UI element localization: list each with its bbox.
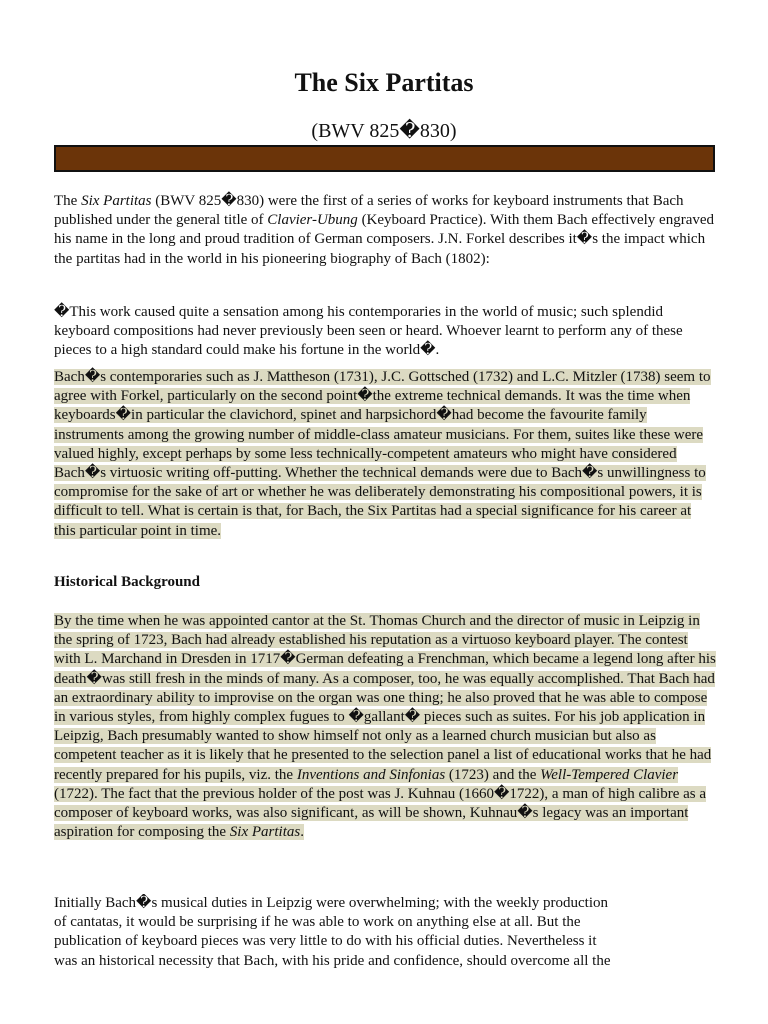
- intro-title-clavier-ubung: Clavier-Ubung: [267, 212, 358, 229]
- contemporaries-paragraph: [54, 368, 716, 541]
- duties-line: Initially Bach�s musical duties in Leipzig were overwhelming; with the weekly production: [54, 895, 608, 911]
- page-subtitle: (BWV 825�830): [311, 120, 457, 142]
- duties-line: publication of keyboard pieces was very little to do with his official duties. Nevertheless it: [54, 933, 597, 950]
- page-title: The Six Partitas: [294, 68, 474, 97]
- intro-text-e: (Keyboard Practice). With them Bach effectively engraved his name in the long and proud tradition of German composers. J.N. Forkel describes it�s the impact which the partitas had in the world in his pioneering biography of Bach (1802):: [54, 212, 715, 267]
- forkel-quote: �This work caused quite a sensation among his contemporaries in the world of music; such splendid keyboard compositions had never previously been seen or heard. Whoever learnt to perform any of these pieces to a high standard could make his fortune in the world�.: [54, 304, 683, 359]
- intro-title-six-partitas: Six Partitas: [81, 193, 152, 209]
- background-text-c: (1723) and the: [445, 766, 541, 783]
- duties-paragraph: [54, 894, 716, 971]
- intro-paragraph: [54, 192, 716, 269]
- intro-text-a: The: [54, 193, 82, 209]
- background-text-g: .: [300, 824, 304, 841]
- intro-text-c: (BWV 825�830) were the first of a series of works for keyboard instruments that Bach published under the general title of: [54, 193, 684, 229]
- background-title-well-tempered: Well-Tempered Clavier: [540, 766, 679, 783]
- background-text-e: (1722). The fact that the previous holder of the post was J. Kuhnau (1660�1722), a man of high calibre as a composer of keyboard works, was also significant, as will be shown, Kuhnau�s legacy was an important aspiration for composing the: [54, 785, 707, 841]
- duties-line: was an historical necessity that Bach, with his pride and confidence, should overcome all the: [54, 952, 611, 969]
- background-text-a: By the time when he was appointed cantor at the St. Thomas Church and the director of music in Leipzig in the spring of 1723, Bach had already established his reputation as a virtuoso keyboard player. The contest with L. Marchand in Dresden in 1717�German defeating a Frenchman, which became a legend long after his death�was still fresh in the minds of many. As a composer, too, he was equally accomplished. That Bach had an extraordinary ability to improvise on the organ was one thing; he also proved that he was able to compose in various styles, from highly complex fugues to �gallant� pieces such as suites. For his job application in Leipzig, Bach presumably wanted to show himself not only as a learned church musician but also as competent teacher as it is likely that he presented to the selection panel a list of educational works that he had recently prepared for his pupils, viz. the: [54, 613, 716, 783]
- background-title-inventions: Inventions and Sinfonias: [296, 766, 446, 783]
- contemporaries-text: Bach�s contemporaries such as J. Mattheson (1731), J.C. Gottsched (1732) and L.C. Mitzler (1738) seem to agree with Forkel, particularly on the second point�the extreme technical demands. It was the time when keyboards�in particular the clavichord, spinet and harpsichord�had become the favourite family instruments among the growing number of middle-class amateur musicians. For them, suites like these were valued highly, except perhaps by some less technically-competent amateurs who might have considered Bach�s virtuosic writing off-putting. Whether the technical demands were due to Bach�s unwillingness to compromise for the sake of art or whether he was deliberately demonstrating his compositional powers, it is difficult to tell. What is certain is that, for Bach, the Six Partitas had a special significance for his career at this particular point in time.: [54, 369, 711, 539]
- background-paragraph: [54, 612, 716, 842]
- section-heading-historical-background: Historical Background: [54, 574, 200, 590]
- background-title-six-partitas: Six Partitas: [229, 824, 301, 841]
- decorative-brown-bar: [54, 145, 715, 172]
- duties-line: of cantatas, it would be surprising if he was able to work on anything else at all. But the: [54, 914, 581, 931]
